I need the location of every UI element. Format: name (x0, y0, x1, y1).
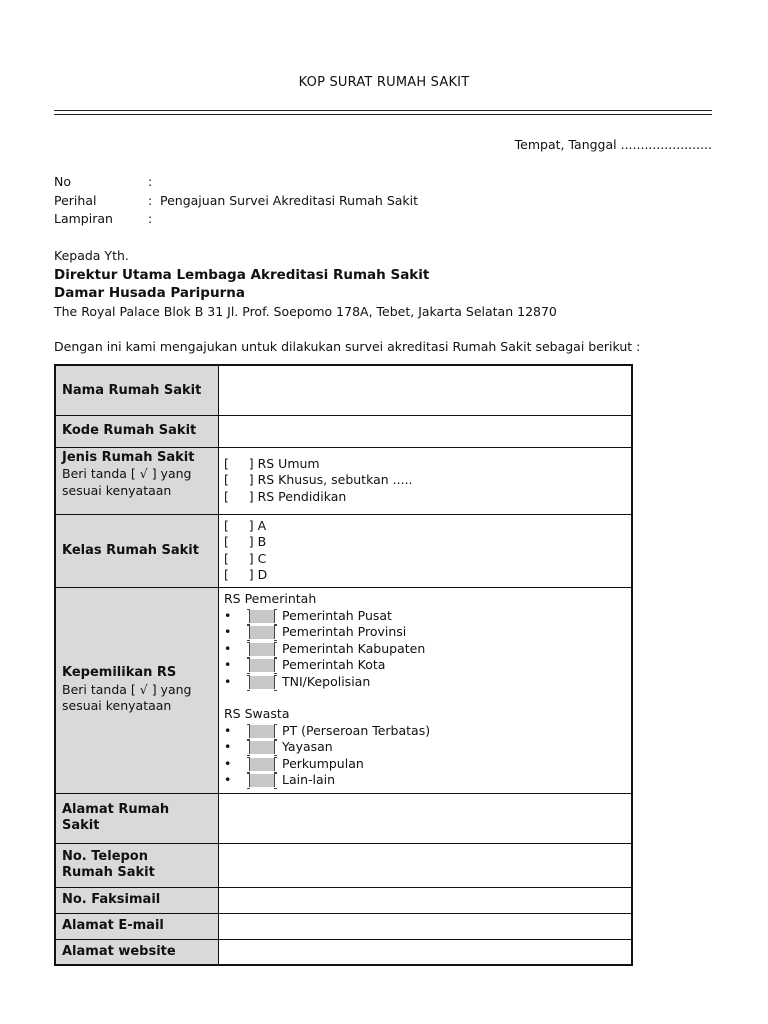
field-label (55, 514, 219, 587)
meta-label: Lampiran (54, 211, 113, 226)
nama-rumah-sakit-field[interactable] (219, 365, 633, 415)
field-label (55, 913, 219, 939)
table-row (55, 913, 632, 939)
field-label-text: Kode Rumah Sakit (62, 423, 197, 439)
telepon-field[interactable] (219, 843, 633, 887)
list-item[interactable] (224, 723, 626, 740)
spacer (224, 690, 626, 706)
faksimail-field[interactable] (219, 887, 633, 913)
meta-label: Perihal (54, 192, 97, 208)
checkbox[interactable] (249, 774, 275, 787)
kelas-options (219, 514, 633, 587)
field-label-text: Alamat website (62, 944, 176, 959)
meta-colon: : (148, 174, 153, 189)
intro-text: Dengan ini kami mengajukan untuk dilakukan survei akreditasi Rumah Sakit sebagai berikut : (54, 339, 641, 354)
table-row (55, 793, 632, 843)
option-label: Pemerintah Pusat (282, 607, 392, 623)
checkbox[interactable] (249, 741, 275, 754)
table-row (55, 447, 632, 514)
checkbox-option[interactable]: [ ] RS Pendidikan (224, 488, 347, 504)
checkbox[interactable] (249, 725, 275, 738)
field-label-text: No. Telepon (62, 848, 148, 864)
meta-colon: : (148, 211, 153, 226)
recipient-name: Direktur Utama Lembaga Akreditasi Rumah Sakit (54, 266, 430, 283)
option-label: Yayasan (282, 739, 333, 755)
field-hint: Beri tanda [ √ ] yang (62, 466, 192, 481)
list-item[interactable] (224, 641, 626, 658)
list-item[interactable] (224, 608, 626, 625)
recipient-org: Damar Husada Paripurna (54, 285, 245, 301)
field-label (55, 447, 219, 514)
list-item[interactable] (224, 657, 626, 674)
field-label-text: Nama Rumah Sakit (62, 382, 202, 398)
list-item[interactable] (224, 772, 626, 789)
bullet: • (224, 640, 232, 656)
accreditation-form-table (54, 364, 633, 966)
table-row (55, 365, 632, 415)
option-label: PT (Perseroan Terbatas) (282, 722, 431, 738)
field-label-text: Alamat Rumah (62, 801, 170, 817)
field-hint: Beri tanda [ √ ] yang (62, 681, 192, 697)
checkbox[interactable] (249, 659, 275, 672)
bullet: • (224, 772, 232, 788)
option-label: TNI/Kepolisian (282, 673, 371, 689)
table-row (55, 843, 632, 887)
checkbox[interactable] (249, 643, 275, 656)
table-row (55, 415, 632, 447)
alamat-field[interactable] (219, 793, 633, 843)
table-row (55, 887, 632, 913)
email-field[interactable] (219, 913, 633, 939)
checkbox-option[interactable]: [ ] A (224, 517, 267, 533)
bullet: • (224, 624, 232, 640)
field-label (55, 939, 219, 965)
checkbox[interactable] (249, 758, 275, 771)
checkbox[interactable] (249, 676, 275, 689)
bullet: • (224, 673, 232, 689)
field-label-text: No. Faksimail (62, 892, 161, 908)
option-label: Pemerintah Kabupaten (282, 640, 426, 656)
bullet: • (224, 755, 232, 771)
field-label (55, 843, 219, 887)
meta-value: Pengajuan Survei Akreditasi Rumah Sakit (160, 192, 419, 208)
field-label-text: Rumah Sakit (62, 865, 155, 880)
meta-label: No (54, 174, 71, 189)
letter-meta (54, 173, 418, 229)
checkbox-option[interactable]: [ ] B (224, 534, 267, 549)
option-label: Perkumpulan (282, 755, 364, 771)
table-row (55, 939, 632, 965)
table-row (55, 514, 632, 587)
field-label-text: Kepemilikan RS (62, 665, 177, 681)
field-label (55, 793, 219, 843)
meta-row-perihal (54, 192, 418, 211)
field-label-text: Sakit (62, 818, 100, 833)
place-date: Tempat, Tanggal ....................... (514, 137, 712, 152)
recipient-address: The Royal Palace Blok B 31 Jl. Prof. Soepomo 178A, Tebet, Jakarta Selatan 12870 (54, 303, 557, 319)
meta-colon: : (148, 192, 153, 208)
checkbox-option[interactable]: [ ] D (224, 567, 268, 582)
meta-row-lampiran (54, 210, 418, 229)
letterhead-rule-bottom (54, 114, 712, 115)
table-row (55, 587, 632, 793)
bullet: • (224, 722, 232, 738)
field-label (55, 415, 219, 447)
field-hint: sesuai kenyataan (62, 698, 172, 714)
field-label (55, 587, 219, 793)
checkbox-option[interactable]: [ ] RS Umum (224, 455, 320, 471)
letterhead-title: KOP SURAT RUMAH SAKIT (298, 75, 470, 90)
checkbox-option[interactable]: [ ] RS Khusus, sebutkan ..... (224, 472, 413, 488)
kepemilikan-options (219, 587, 633, 793)
group-title: RS Swasta (224, 706, 290, 722)
bullet: • (224, 739, 232, 755)
option-label: Pemerintah Provinsi (282, 624, 407, 640)
list-item[interactable] (224, 739, 626, 756)
checkbox[interactable] (249, 610, 275, 623)
option-label: Lain-lain (282, 772, 336, 788)
letterhead-rule-top (54, 110, 712, 111)
group-title: RS Pemerintah (224, 591, 317, 607)
website-field[interactable] (219, 939, 633, 965)
list-item[interactable] (224, 674, 626, 691)
jenis-options (219, 447, 633, 514)
field-label (55, 887, 219, 913)
recipient-greeting: Kepada Yth. (54, 248, 129, 263)
field-label-text: Alamat E-mail (62, 918, 164, 934)
bullet: • (224, 607, 232, 623)
option-label: Pemerintah Kota (282, 657, 386, 673)
field-label (55, 365, 219, 415)
recipient-block (54, 247, 557, 321)
meta-row-no (54, 173, 418, 192)
field-label-text: Jenis Rumah Sakit (62, 449, 195, 465)
checkbox-option[interactable]: [ ] C (224, 550, 267, 566)
list-item[interactable] (224, 756, 626, 773)
field-hint: sesuai kenyataan (62, 482, 172, 498)
field-label-text: Kelas Rumah Sakit (62, 542, 199, 558)
list-item[interactable] (224, 624, 626, 641)
checkbox[interactable] (249, 626, 275, 639)
bullet: • (224, 657, 232, 673)
kode-rumah-sakit-field[interactable] (219, 415, 633, 447)
